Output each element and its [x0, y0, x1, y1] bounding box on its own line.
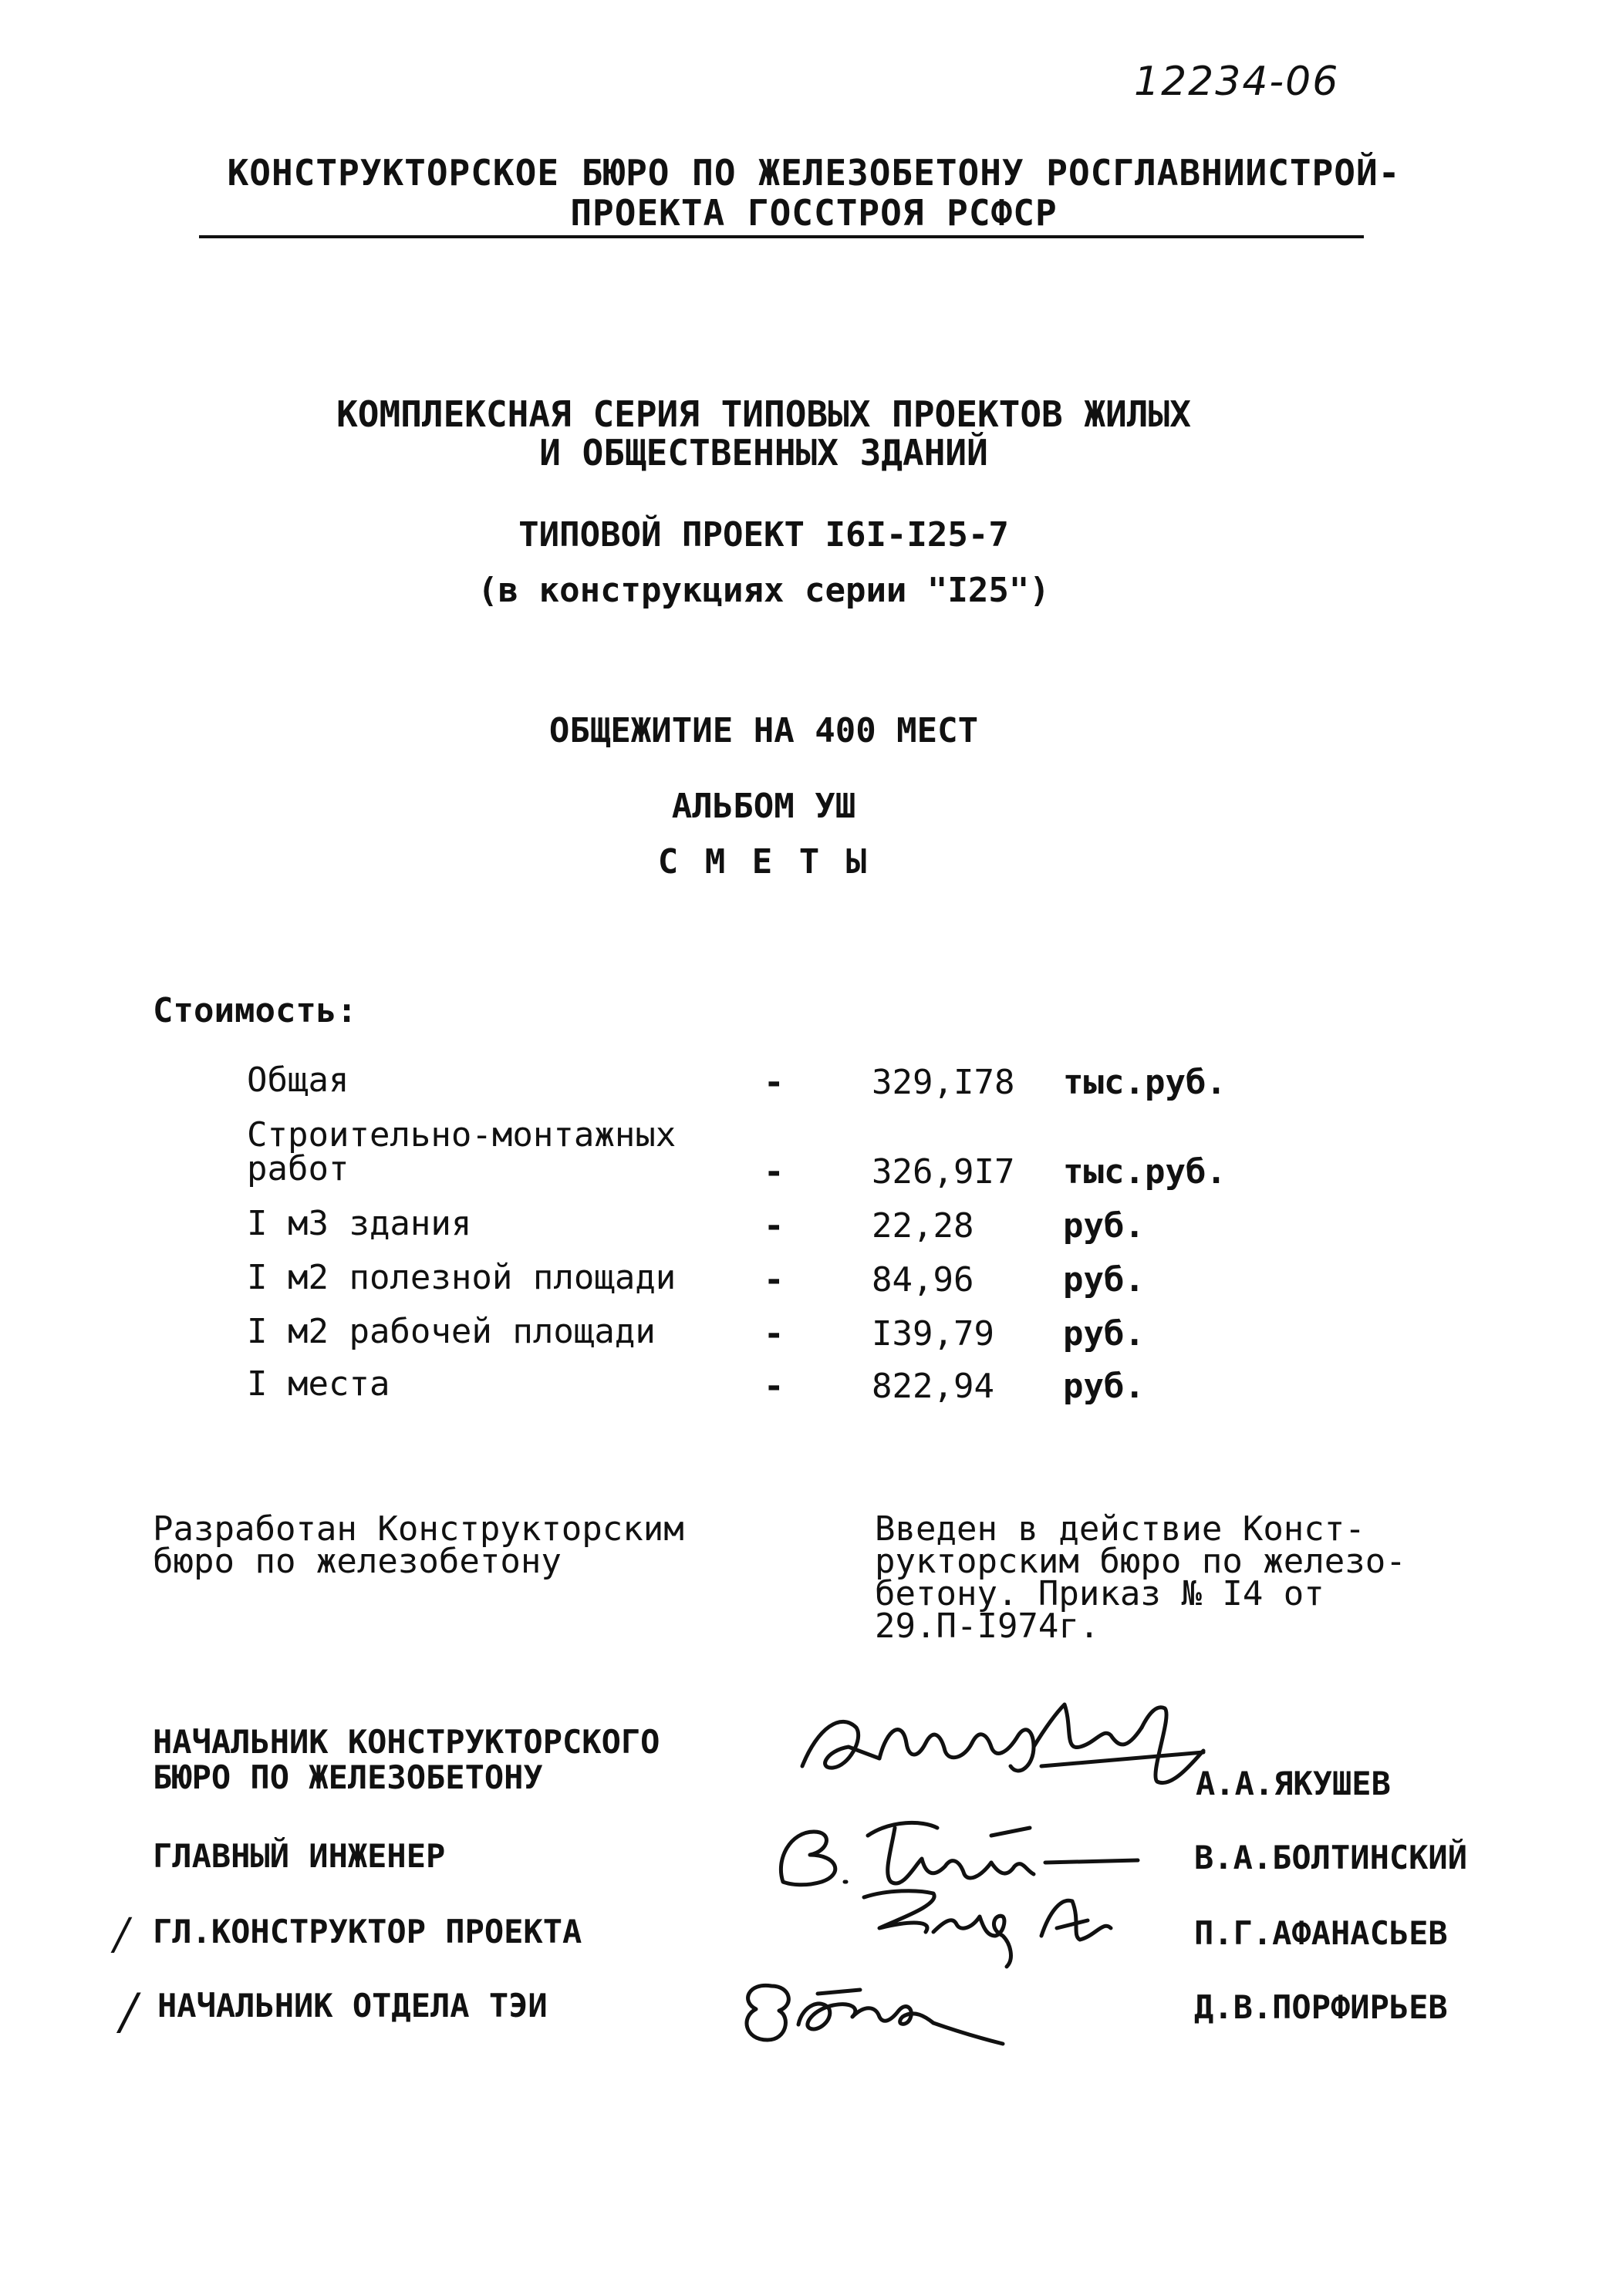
signatory-name: П.Г.АФАНАСЬЕВ: [1194, 1914, 1448, 1952]
cost-row-dash: -: [764, 1206, 785, 1246]
organization-line-1: КОНСТРУКТОРСКОЕ БЮРО ПО ЖЕЛЕЗОБЕТОНУ РОСГЛАВНИИСТРОЙ-: [227, 152, 1401, 194]
cost-row-name: I м2 рабочей площади: [247, 1312, 656, 1351]
signatory-title: НАЧАЛЬНИК ОТДЕЛА ТЭИ: [157, 1987, 548, 2025]
introduced-by-text: Введен в действие Конст- рукторским бюро по железо- бетону. Приказ № I4 от 29.П-I974г.: [875, 1509, 1406, 1646]
cost-label: Стоимость:: [153, 991, 357, 1030]
album-number: АЛЬБОМ УШ: [671, 787, 856, 826]
constructions-note: (в конструкциях серии "I25"): [477, 571, 1050, 610]
header-underline: [199, 235, 1364, 238]
cost-row-dash: -: [764, 1314, 785, 1354]
signatory-title: ГЛ.КОНСТРУКТОР ПРОЕКТА: [153, 1913, 582, 1950]
cost-row-name: Строительно-монтажных работ: [247, 1115, 677, 1188]
signature-porfiryev: [725, 1963, 1049, 2055]
series-title-line-2: И ОБЩЕСТВЕННЫХ ЗДАНИЙ: [539, 432, 988, 474]
cost-row-unit: тыс.руб.: [1063, 1063, 1227, 1102]
cost-row-unit: руб.: [1063, 1206, 1145, 1246]
signatory-name: В.А.БОЛТИНСКИЙ: [1194, 1839, 1468, 1876]
building-name: ОБЩЕЖИТИЕ НА 400 МЕСТ: [548, 711, 979, 750]
cost-row-name: I м2 полезной площади: [247, 1258, 677, 1297]
cost-row-name: Общая: [247, 1060, 349, 1100]
cost-row-value: 22,28: [872, 1206, 974, 1246]
cost-row-value: I39,79: [872, 1314, 994, 1354]
cost-row-dash: -: [764, 1063, 785, 1102]
cost-row-dash: -: [764, 1367, 785, 1406]
cost-row-unit: руб.: [1063, 1314, 1145, 1354]
cost-row-unit: руб.: [1063, 1260, 1145, 1300]
cost-row-name: I места: [247, 1364, 390, 1404]
cost-row-dash: -: [764, 1152, 785, 1192]
cost-row-name: I м3 здания: [247, 1204, 472, 1243]
developed-by-text: Разработан Конструкторским бюро по железобетону: [153, 1509, 684, 1581]
margin-mark: /: [114, 1910, 129, 1960]
document-number: 12234-06: [1134, 59, 1340, 105]
project-title: ТИПОВОЙ ПРОЕКТ I6I-I25-7: [518, 515, 1009, 555]
signature-afanasyev: [849, 1874, 1126, 1974]
cost-row-value: 329,I78: [872, 1063, 1015, 1102]
cost-row-dash: -: [764, 1260, 785, 1300]
cost-row-unit: тыс.руб.: [1063, 1152, 1227, 1192]
cost-row-value: 822,94: [872, 1367, 994, 1406]
signatory-title: ГЛАВНЫЙ ИНЖЕНЕР: [153, 1837, 446, 1875]
series-title-line-1: КОМПЛЕКСНАЯ СЕРИЯ ТИПОВЫХ ПРОЕКТОВ ЖИЛЫХ: [336, 393, 1191, 435]
margin-mark: /: [120, 1984, 137, 2041]
cost-row-value: 84,96: [872, 1260, 974, 1300]
cost-row-unit: руб.: [1063, 1367, 1145, 1406]
signatory-name: Д.В.ПОРФИРЬЕВ: [1194, 1988, 1448, 2026]
signatory-title: НАЧАЛЬНИК КОНСТРУКТОРСКОГО БЮРО ПО ЖЕЛЕЗОБЕТОНУ: [153, 1723, 660, 1796]
section-title: С М Е Т Ы: [657, 842, 870, 882]
cost-row-value: 326,9I7: [872, 1152, 1015, 1192]
signature-yakushev: [787, 1681, 1265, 1797]
organization-line-2: ПРОЕКТА ГОССТРОЯ РСФСР: [570, 192, 1058, 234]
signatory-name: А.А.ЯКУШЕВ: [1196, 1765, 1391, 1802]
